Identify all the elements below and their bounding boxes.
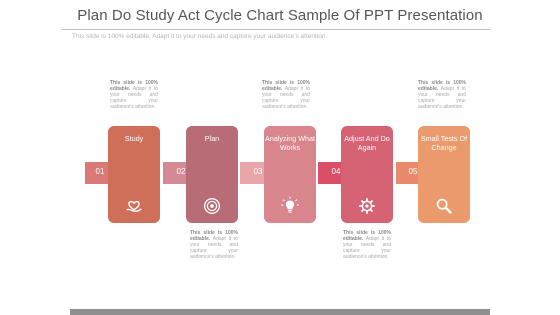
step-label: Analyzing What Works [265,134,315,152]
heart-hand-icon [123,195,145,217]
note-text: Adapt it to your needs and capture your audience's attention. [110,86,158,110]
step-number: 01 [95,167,105,176]
note-below-02 [190,230,238,260]
magnifier-icon [433,195,455,217]
note-bold: This slide is 100% editable. [110,80,158,92]
step-label: Adjust And Do Again [344,134,390,152]
step-card-study [108,126,160,223]
target-icon [201,195,223,217]
title-divider [62,29,490,30]
step-label: Small Tests Of Change [420,134,468,152]
note-bold: This slide is 100% editable. [190,230,238,242]
note-bold: This slide is 100% editable. [262,80,310,92]
note-text: Adapt it to your needs and capture your audience's attention. [262,86,310,110]
note-text: Adapt it to your needs and capture your audience's attention. [418,86,466,110]
step-number: 05 [408,167,418,176]
note-text: Adapt it to your needs and capture your audience's attention. [190,236,238,260]
note-bold: This slide is 100% editable. [418,80,466,92]
step-card-adjust [341,126,393,223]
note-above-05 [418,80,466,110]
step-label: Plan [204,134,220,143]
note-text: Adapt it to your needs and capture your audience's attention. [343,236,391,260]
step-number: 03 [253,167,263,176]
step-number: 04 [331,167,341,176]
step-label: Study [124,134,144,143]
gear-icon [356,195,378,217]
footer-bar [70,309,490,315]
note-above-03 [262,80,310,110]
step-card-small-tests [418,126,470,223]
lightbulb-icon [279,195,301,217]
page-title: Plan Do Study Act Cycle Chart Sample Of PPT Presentation [77,7,483,24]
page-subtitle: This slide is 100% editable. Adapt it to your needs and capture your audience's attention. [72,33,328,40]
note-above-01 [110,80,158,110]
step-number: 02 [176,167,186,176]
step-card-plan [186,126,238,223]
step-card-analyzing [264,126,316,223]
note-below-04 [343,230,391,260]
note-bold: This slide is 100% editable. [343,230,391,242]
